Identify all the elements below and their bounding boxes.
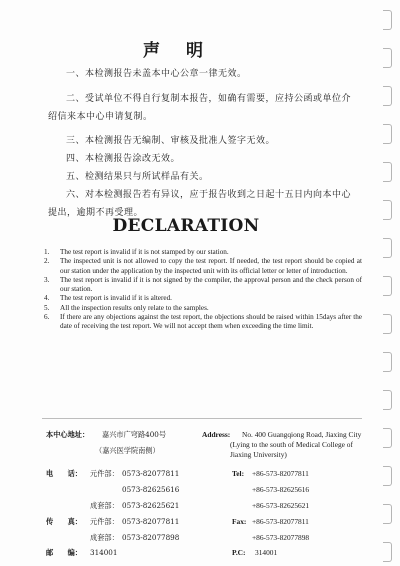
- declaration-item: [44, 276, 362, 295]
- declaration-item: [44, 304, 362, 313]
- binding-hole: [383, 466, 392, 486]
- binding-hole: [383, 124, 392, 144]
- binding-hole: [383, 276, 392, 296]
- en-tel-number: +86-573-82625616: [252, 485, 310, 494]
- declaration-item: [44, 313, 362, 332]
- item-number: 5.: [44, 303, 50, 312]
- en-tel-number: +86-573-82077811: [252, 469, 309, 478]
- cn-tel-number: 0573-82077811: [122, 469, 180, 478]
- statement-title: 声明: [143, 41, 229, 61]
- item-text: The test report is invalid if it is altered.: [60, 294, 172, 303]
- en-fax-number: +86-573-82077898: [252, 533, 310, 542]
- cn-post-label: 邮 编：: [46, 548, 82, 557]
- item-text: The test report is invalid if it is not signed by the compiler, the approval person and the check person of our station.: [60, 275, 362, 294]
- en-tel-number: +86-573-82625621: [252, 501, 310, 510]
- section-divider: [42, 418, 362, 419]
- cn-tel-dept: 元件部：: [90, 469, 119, 478]
- cn-fax-number: 0573-82077811: [122, 517, 180, 526]
- item-number: 6.: [44, 313, 50, 322]
- en-address-line: (Lying to the south of Medical College of: [230, 440, 353, 449]
- binding-hole: [383, 352, 392, 372]
- binding-hole: [383, 238, 392, 258]
- binding-hole: [383, 162, 392, 182]
- item-number: 1.: [44, 248, 50, 256]
- item-number: 2.: [44, 257, 50, 266]
- item-text: If there are any objections against the test report, the objections should be raised within 15days after the date of receiving the test report. We will not accept them when exceeding the time limit.: [60, 313, 362, 331]
- cn-post: 314001: [90, 548, 118, 557]
- statement-item: 一、本检测报告未盖本中心公章一律无效。: [66, 69, 247, 79]
- declaration-title: DECLARATION: [112, 216, 260, 236]
- binding-margin: [380, 0, 394, 566]
- item-number: 3.: [44, 275, 50, 284]
- item-text: All the inspection results only relate to the samples.: [60, 303, 209, 312]
- en-fax-label: Fax:: [232, 517, 247, 526]
- binding-hole: [383, 428, 392, 448]
- binding-hole: [383, 10, 392, 30]
- cn-fax-number: 0573-82077898: [122, 533, 180, 542]
- statement-item: 五、检测结果只与所试样品有关。: [66, 172, 209, 182]
- binding-hole: [383, 48, 392, 68]
- declaration-item: [44, 257, 362, 276]
- declaration-list: [44, 248, 362, 332]
- binding-hole: [383, 504, 392, 524]
- cn-tel-number: 0573-82625616: [122, 485, 180, 494]
- binding-hole: [383, 86, 392, 106]
- statement-item: 三、本检测报告无编制、审核及批准人签字无效。: [66, 136, 276, 146]
- en-address-line: No. 400 Guangqiong Road, Jiaxing City: [242, 430, 362, 439]
- statement-item: 四、本检测报告涂改无效。: [66, 154, 181, 164]
- en-address-line: Jiaxing University): [230, 450, 287, 459]
- item-text: The inspected unit is not allowed to copy the test report. If needed, the test report should be copied at our station under the application by the inspected unit with its official letter or letter of introduction.: [60, 257, 362, 275]
- en-address-label: Address:: [202, 430, 231, 439]
- cn-tel-dept: 成套部：: [90, 501, 119, 510]
- cn-address-note: （嘉兴医学院南侧）: [95, 446, 160, 455]
- cn-address-label: 本中心地址：: [46, 430, 90, 439]
- binding-hole: [383, 542, 392, 562]
- en-pc: 314001: [255, 548, 278, 557]
- statement-item: 六、对本检测报告若有异议，应于报告收到之日起十五日内向本中心提出，逾期不再受理。: [48, 190, 352, 218]
- cn-tel-label: 电 话：: [46, 469, 82, 478]
- cn-fax-label: 传 真：: [46, 517, 82, 526]
- binding-hole: [383, 390, 392, 410]
- cn-fax-dept: 成套部：: [90, 533, 119, 542]
- en-tel-label: Tel:: [232, 469, 245, 478]
- binding-hole: [383, 314, 392, 334]
- en-fax-number: +86-573-82077811: [252, 517, 309, 526]
- binding-hole: [383, 200, 392, 220]
- declaration-item: [44, 294, 362, 303]
- statement-item: 二、受试单位不得自行复制本报告，如确有需要，应持公函或单位介绍信来本中心申请复制。: [48, 94, 352, 122]
- item-text: The test report is invalid if it is not stamped by our station.: [60, 248, 229, 256]
- declaration-item: [44, 248, 362, 257]
- cn-fax-dept: 元件部：: [90, 517, 119, 526]
- cn-address: 嘉兴市广穹路400号: [102, 430, 167, 439]
- cn-tel-number: 0573-82625621: [122, 501, 180, 510]
- item-number: 4.: [44, 294, 50, 303]
- en-pc-label: P.C:: [232, 548, 246, 557]
